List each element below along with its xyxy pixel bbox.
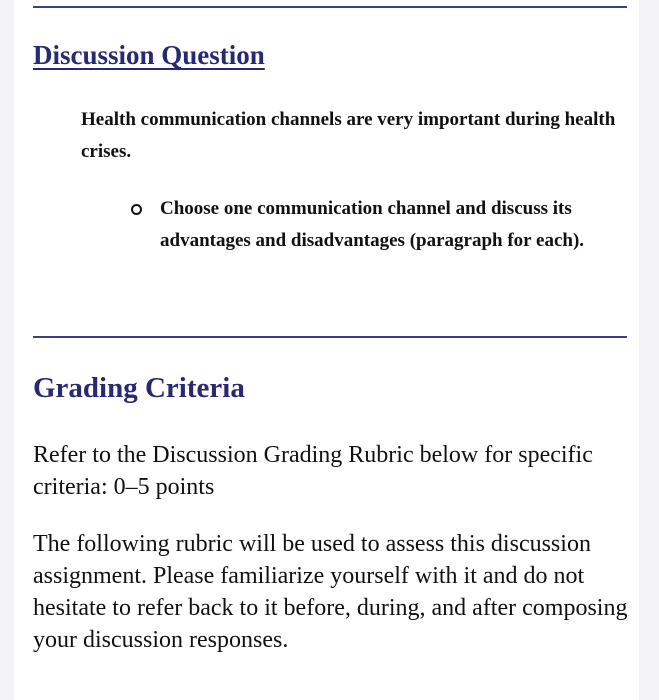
list-item bbox=[160, 193, 630, 257]
discussion-prompt: Health communication channels are very important during health crises. bbox=[81, 109, 616, 162]
discussion-bullet-list bbox=[160, 193, 630, 257]
hollow-circle-bullet-icon bbox=[131, 204, 142, 215]
grading-rubric-reference: Refer to the Discussion Grading Rubric below for specific criteria: 0–5 points bbox=[33, 442, 593, 500]
bullet-text: Choose one communication channel and discuss its advantages and disadvantages (paragraph for each). bbox=[160, 198, 585, 251]
rubric-description: The following rubric will be used to assess this discussion assignment. Please familiarize yourself with it and do not hesitate to refer back to it before, during, and after composing your discussion responses. bbox=[33, 531, 628, 653]
section-divider bbox=[33, 336, 627, 338]
discussion-question-heading: Discussion Question bbox=[33, 40, 265, 70]
grading-criteria-heading: Grading Criteria bbox=[33, 372, 245, 404]
top-divider bbox=[33, 6, 627, 8]
document-page bbox=[14, 0, 639, 700]
